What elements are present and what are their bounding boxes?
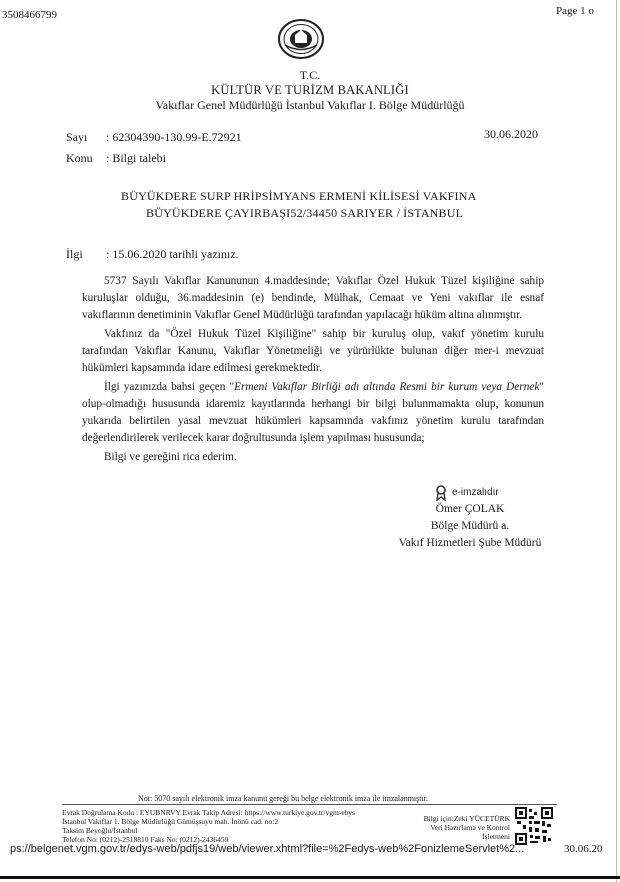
page-bottom-edge: [0, 876, 620, 879]
paragraph-2: Vakfınız da "Özel Hukuk Tüzel Kişiliğine" sahip bir kuruluş olup, vakıf yönetim kurulu tarafından Vakıflar Kanunu, Vakıflar Yönetmeliği ve yürürlükte bulunan diğer mer-i mevzuat hükümleri kapsamında idare edilmesi gerekmektedir.: [82, 328, 544, 374]
paragraph-3-end: " olup-olmadığı hususunda idaremiz kayıtlarında herhangi bir bilgi bulunmamakta olup, konunun yukarıda belirtilen yasal mevzuat hükümleri kapsamında vakfınız yönetim kurulu tarafından değerlendirilerek verilecek karar doğrultusunda işlem yapılması hususunda;: [82, 381, 545, 444]
footer-info3: İşletmeni: [482, 832, 510, 841]
page-edge: [616, 0, 617, 882]
recipient-line2: BÜYÜKDERE ÇAYIRBAŞI52/34450 SARIYER / İSTANBUL: [146, 206, 464, 220]
recipient-line1: BÜYÜKDERE SURP HRİPSİMYANS ERMENİ KİLİSESİ VAKFINA: [121, 189, 477, 203]
tc-heading: T.C.: [299, 68, 321, 82]
sayi-value: : 62304390-130.99-E.72921: [106, 130, 242, 144]
letter-body: [82, 273, 544, 466]
konu-label: Konu: [66, 151, 93, 165]
signer-name: Ömer ÇOLAK: [435, 503, 505, 515]
paragraph-3-italic: Ermeni Vakıflar Birliği adı altında Resmi bir kurum veya Dernek: [234, 381, 540, 393]
footer-address1: İstanbul Vakıflar 1. Bölge Müdürlüğü Gümüşsuyu mah. İnönü cad. no:2: [62, 817, 279, 826]
page-number: Page 1 o: [556, 5, 594, 17]
esign-label: e-imzalıdır: [452, 487, 499, 498]
esign-notice: Not: 5070 sayılı elektronik imza kanunu gereği bu belge elektronik imza ile imzalanmıştır.: [138, 794, 428, 803]
footer-verification: Evrak Doğrulama Kodu : EYUBNRVY Evrak Takip Adresi: https://www.turkiye.gov.tr/vgm-ebys: [62, 808, 356, 817]
signer-title1: Bölge Müdürü a.: [430, 520, 510, 532]
ilgi-value: : 15.06.2020 tarihli yazınız.: [106, 247, 239, 261]
ribbon-icon: [434, 485, 450, 501]
ilgi-label: İlgi: [66, 247, 83, 261]
vgm-seal-icon: [276, 18, 326, 60]
konu-value: : Bilgi talebi: [106, 151, 166, 165]
print-date: 30.06.20: [564, 843, 603, 855]
paragraph-1: 5737 Sayılı Vakıflar Kanununun 4.maddesinde; Vakıflar Özel Hukuk Tüzel kişiliğine sahip kuruluşlar olduğu, 36.maddesinin (e) bendinde, Mülhak, Cemaat ve Yeni vakıflar ile esnaf vakıflarının denetiminin Vakıflar Genel Müdürlüğü tarafından yapılacağı hüküm altına alınmıştır.: [82, 275, 544, 321]
signer-title2: Vakıf Hizmetleri Şube Müdürü: [398, 537, 542, 549]
footer-info2: Veri Hazırlama ve Kontrol: [430, 823, 510, 832]
paragraph-3: [82, 379, 544, 447]
footer-phone: Telefon No: (0212)-2518810 Faks No: (0212)-2436459: [62, 835, 229, 844]
directorate-heading: Vakıflar Genel Müdürlüğü İstanbul Vakıflar I. Bölge Müdürlüğü: [155, 98, 465, 112]
ministry-heading: KÜLTÜR VE TURİZM BAKANLIĞI: [211, 83, 409, 97]
paragraph-4: Bilgi ve gereğini rica ederim.: [104, 451, 237, 463]
viewer-url: ps://belgenet.vgm.gov.tr/edys-web/pdfjs19/web/viewer.xhtml?file=%2Fedys-web%2FonizlemeServlet%2...: [10, 843, 525, 855]
paragraph-3-start: İlgi yazınızda bahsi geçen ": [104, 381, 235, 393]
footer-divider: [62, 804, 557, 805]
footer-address2: Taksim Beyoğlu/İstanbul: [62, 826, 138, 835]
fax-number: 3508466799: [2, 9, 57, 21]
document-date: 30.06.2020: [484, 127, 538, 141]
sayi-label: Sayı: [66, 130, 88, 144]
qr-code-icon: [515, 807, 553, 845]
footer-info1: Bilgi için:Zeki YÜCETÜRK: [423, 814, 510, 823]
